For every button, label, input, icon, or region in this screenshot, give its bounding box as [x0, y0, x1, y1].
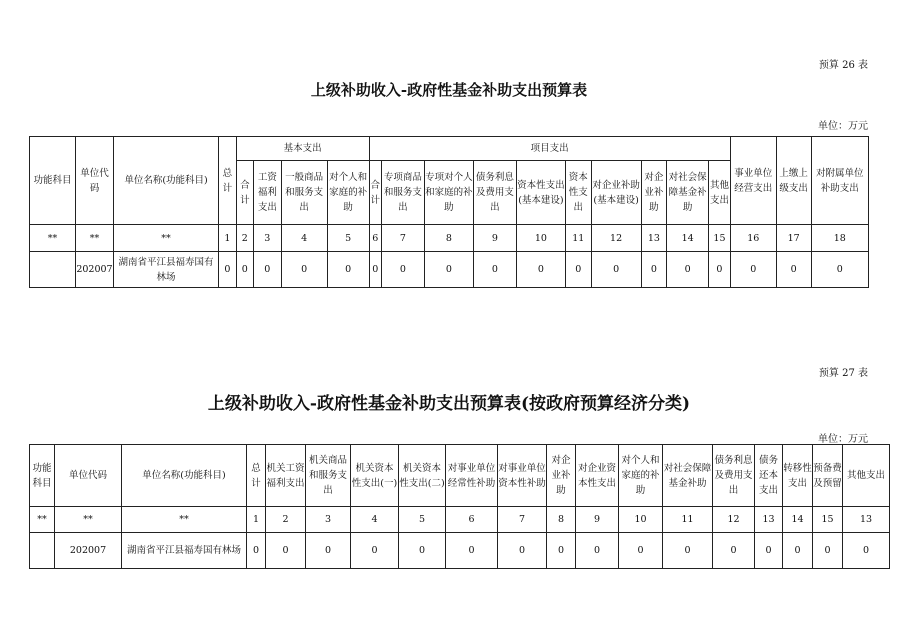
num-cell: 14	[667, 225, 709, 252]
header-p-ent-build: 对企业补助(基本建设)	[591, 161, 641, 225]
header-biz: 事业单位经营支出	[730, 137, 776, 225]
value-cell: 0	[281, 252, 327, 288]
header-total: 总计	[247, 445, 266, 507]
header-c7: 对企业补助	[547, 445, 576, 507]
header-p-social: 对社会保障基金补助	[667, 161, 709, 225]
value-cell: 0	[709, 252, 731, 288]
value-cell: 0	[254, 252, 282, 288]
num-cell: **	[76, 225, 114, 252]
value-cell: 0	[783, 533, 813, 569]
header-c4: 机关资本性支出(二)	[399, 445, 446, 507]
num-cell: **	[122, 507, 247, 533]
num-cell: 9	[576, 507, 619, 533]
num-cell: 13	[641, 225, 667, 252]
num-cell: 1	[219, 225, 236, 252]
header-total: 总计	[219, 137, 236, 225]
value-cell: 0	[266, 533, 306, 569]
num-cell: 7	[381, 225, 424, 252]
value-cell: 0	[369, 252, 381, 288]
budget-table-26	[29, 136, 869, 288]
num-cell: 7	[498, 507, 547, 533]
row-name: 湖南省平江县福寿国有林场	[122, 533, 247, 569]
budget-table-27	[29, 444, 890, 569]
header-c14: 预备费及预留	[813, 445, 843, 507]
header-project: 项目支出	[369, 137, 730, 161]
value-cell: 0	[755, 533, 783, 569]
header-code: 单位代码	[55, 445, 122, 507]
header-c11: 债务利息及费用支出	[713, 445, 755, 507]
unit-label-27: 单位：万元	[818, 434, 868, 445]
header-p-capital2: 资本性支出	[565, 161, 591, 225]
value-cell: 0	[730, 252, 776, 288]
value-cell: 0	[236, 252, 253, 288]
row-code: 202007	[76, 252, 114, 288]
value-cell: 0	[399, 533, 446, 569]
table-row	[30, 533, 890, 569]
header-affil: 对附属单位补助支出	[811, 137, 868, 225]
num-cell: 14	[783, 507, 813, 533]
num-cell: 17	[776, 225, 811, 252]
header-p-ent: 对企业补助	[641, 161, 667, 225]
header-c10: 对社会保障基金补助	[663, 445, 713, 507]
value-cell: 0	[641, 252, 667, 288]
header-name: 单位名称(功能科目)	[122, 445, 247, 507]
value-cell: 0	[663, 533, 713, 569]
header-code: 单位代码	[76, 137, 114, 225]
value-cell: 0	[619, 533, 663, 569]
num-cell: 10	[516, 225, 565, 252]
header-wage: 工资福利支出	[254, 161, 282, 225]
header-p-capital: 资本性支出(基本建设)	[516, 161, 565, 225]
header-c6: 对事业单位资本性补助	[498, 445, 547, 507]
header-basic-heji: 合计	[236, 161, 253, 225]
value-cell: 0	[351, 533, 399, 569]
table-row	[30, 252, 869, 288]
num-cell: 3	[306, 507, 351, 533]
header-c1: 机关工资福利支出	[266, 445, 306, 507]
value-cell: 0	[565, 252, 591, 288]
value-cell: 0	[446, 533, 498, 569]
value-cell: 0	[306, 533, 351, 569]
row-func	[30, 252, 76, 288]
value-cell: 0	[381, 252, 424, 288]
num-cell: **	[55, 507, 122, 533]
value-cell: 0	[843, 533, 890, 569]
header-name: 单位名称(功能科目)	[113, 137, 218, 225]
value-cell: 0	[473, 252, 516, 288]
header-goods: 一般商品和服务支出	[281, 161, 327, 225]
value-cell: 0	[219, 252, 236, 288]
num-cell: 2	[266, 507, 306, 533]
num-cell: 11	[565, 225, 591, 252]
num-cell: 6	[369, 225, 381, 252]
header-p-family: 专项对个人和家庭的补助	[424, 161, 473, 225]
header-c9: 对个人和家庭的补助	[619, 445, 663, 507]
header-func: 功能科目	[30, 445, 55, 507]
num-cell: 5	[399, 507, 446, 533]
num-cell: 11	[663, 507, 713, 533]
page-title-26: 上级补助收入-政府性基金补助支出预算表	[310, 81, 588, 99]
row-code: 202007	[55, 533, 122, 569]
header-c2: 机关商品和服务支出	[306, 445, 351, 507]
table-number-27: 预算 27 表	[818, 368, 868, 379]
num-cell: 18	[811, 225, 868, 252]
num-cell: **	[30, 225, 76, 252]
value-cell: 0	[591, 252, 641, 288]
num-cell: 13	[755, 507, 783, 533]
num-cell: 6	[446, 507, 498, 533]
num-cell: 15	[709, 225, 731, 252]
header-c5: 对事业单位经常性补助	[446, 445, 498, 507]
num-cell: 13	[843, 507, 890, 533]
num-cell: 8	[547, 507, 576, 533]
value-cell: 0	[424, 252, 473, 288]
row-name: 湖南省平江县福寿国有林场	[113, 252, 218, 288]
num-cell: **	[30, 507, 55, 533]
num-cell: 3	[254, 225, 282, 252]
header-basic: 基本支出	[236, 137, 369, 161]
row-func	[30, 533, 55, 569]
value-cell: 0	[667, 252, 709, 288]
header-p-goods: 专项商品和服务支出	[381, 161, 424, 225]
value-cell: 0	[516, 252, 565, 288]
value-cell: 0	[811, 252, 868, 288]
num-cell: 1	[247, 507, 266, 533]
value-cell: 0	[327, 252, 369, 288]
num-cell: 4	[351, 507, 399, 533]
header-c8: 对企业资本性支出	[576, 445, 619, 507]
header-p-debt: 债务利息及费用支出	[473, 161, 516, 225]
header-c3: 机关资本性支出(一)	[351, 445, 399, 507]
num-cell: 4	[281, 225, 327, 252]
num-cell: 9	[473, 225, 516, 252]
num-cell: 5	[327, 225, 369, 252]
value-cell: 0	[498, 533, 547, 569]
num-cell: 16	[730, 225, 776, 252]
num-cell: 2	[236, 225, 253, 252]
num-cell: 10	[619, 507, 663, 533]
header-func: 功能科目	[30, 137, 76, 225]
value-cell: 0	[713, 533, 755, 569]
header-c13: 转移性支出	[783, 445, 813, 507]
value-cell: 0	[776, 252, 811, 288]
header-c15: 其他支出	[843, 445, 890, 507]
value-cell: 0	[576, 533, 619, 569]
table-number-26: 预算 26 表	[818, 60, 868, 71]
num-cell: 8	[424, 225, 473, 252]
value-cell: 0	[813, 533, 843, 569]
value-cell: 0	[547, 533, 576, 569]
num-cell: 15	[813, 507, 843, 533]
num-cell: **	[113, 225, 218, 252]
page-title-27: 上级补助收入-政府性基金补助支出预算表(按政府预算经济分类)	[207, 394, 691, 414]
num-cell: 12	[713, 507, 755, 533]
unit-label-26: 单位：万元	[818, 121, 868, 132]
header-c12: 债务还本支出	[755, 445, 783, 507]
value-cell: 0	[247, 533, 266, 569]
header-family: 对个人和家庭的补助	[327, 161, 369, 225]
num-cell: 12	[591, 225, 641, 252]
header-p-other: 其他支出	[709, 161, 731, 225]
header-upper: 上缴上级支出	[776, 137, 811, 225]
header-project-heji: 合计	[369, 161, 381, 225]
